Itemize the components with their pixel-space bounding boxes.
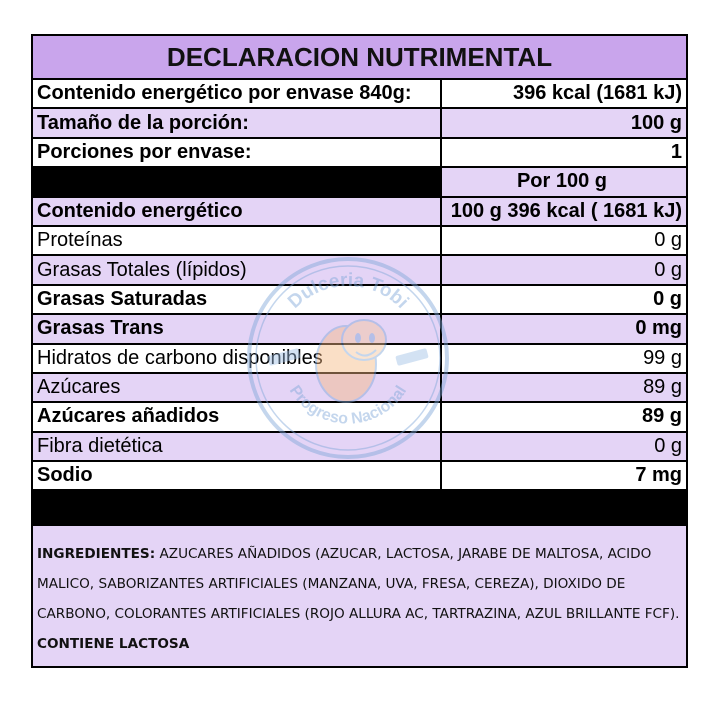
ingredients-section xyxy=(33,526,686,666)
watermark-top-text: Dulceria Tobi xyxy=(284,269,413,313)
nutrient-label: Grasas Totales (lípidos) xyxy=(33,256,442,283)
summary-label: Porciones por envase: xyxy=(33,139,442,166)
summary-value: 1 xyxy=(670,140,682,163)
nutrient-row xyxy=(33,345,686,374)
nutrient-rows xyxy=(33,198,686,492)
nutrient-label: Hidratos de carbono disponibles xyxy=(33,345,442,372)
nutrient-label: Grasas Saturadas xyxy=(33,286,442,313)
top-rows xyxy=(33,80,686,168)
nutrient-row xyxy=(33,462,686,491)
column-header-per-100g: Por 100 g xyxy=(442,168,686,195)
nutrient-value: 7 mg xyxy=(635,464,682,487)
nutrition-table xyxy=(31,34,688,668)
nutrient-value: 0 mg xyxy=(635,317,682,340)
nutrient-label: Contenido energético xyxy=(33,198,442,225)
nutrient-value: 0 g xyxy=(654,229,682,252)
nutrient-value: 0 g xyxy=(654,434,682,457)
table-title: DECLARACION NUTRIMENTAL xyxy=(33,36,686,80)
watermark-bottom-text: Progreso Nacional xyxy=(285,382,411,428)
nutrient-value: 89 g xyxy=(643,376,682,399)
nutrient-value: 99 g xyxy=(643,346,682,369)
nutrient-label: Proteínas xyxy=(33,227,442,254)
summary-value: 100 g xyxy=(630,111,682,134)
nutrient-row xyxy=(33,374,686,403)
nutrient-row xyxy=(33,315,686,344)
nutrient-row xyxy=(33,286,686,315)
nutrient-label: Grasas Trans xyxy=(33,315,442,342)
nutrient-row xyxy=(33,256,686,285)
nutrient-value: 0 g xyxy=(653,287,682,310)
ingredients-text: AZUCARES AÑADIDOS (AZUCAR, LACTOSA, JARABE DE MALTOSA, ACIDO MALICO, SABORIZANTES ARTIFICIALES (MANZANA, UVA, FRESA, CEREZA), DIOXIDO DE CARBONO, COLORANTES ARTIFICIALES (ROJO ALLURA AC, TARTRAZINA, AZUL BRILLANTE FCF). xyxy=(37,546,680,623)
nutrient-value: 0 g xyxy=(654,258,682,281)
nutrient-value: 100 g 396 kcal ( 1681 kJ) xyxy=(450,199,682,222)
nutrient-row xyxy=(33,403,686,432)
ingredients-heading: INGREDIENTES: xyxy=(37,546,156,563)
nutrient-row xyxy=(33,227,686,256)
separator-bar xyxy=(33,491,686,526)
column-header-left xyxy=(33,168,442,195)
nutrient-label: Sodio xyxy=(33,462,442,489)
summary-label: Tamaño de la porción: xyxy=(33,109,442,136)
summary-value: 396 kcal (1681 kJ) xyxy=(512,82,682,105)
summary-label: Contenido energético por envase 840g: xyxy=(33,80,442,107)
nutrient-label: Fibra dietética xyxy=(33,433,442,460)
allergen-warning: CONTIENE LACTOSA xyxy=(37,636,190,653)
column-header-row xyxy=(33,168,686,197)
summary-row xyxy=(33,80,686,109)
nutrient-label: Azúcares xyxy=(33,374,442,401)
nutrient-label: Azúcares añadidos xyxy=(33,403,442,430)
nutrient-row xyxy=(33,198,686,227)
nutrient-row xyxy=(33,433,686,462)
nutrient-value: 89 g xyxy=(641,405,682,428)
summary-row xyxy=(33,109,686,138)
summary-row xyxy=(33,139,686,168)
